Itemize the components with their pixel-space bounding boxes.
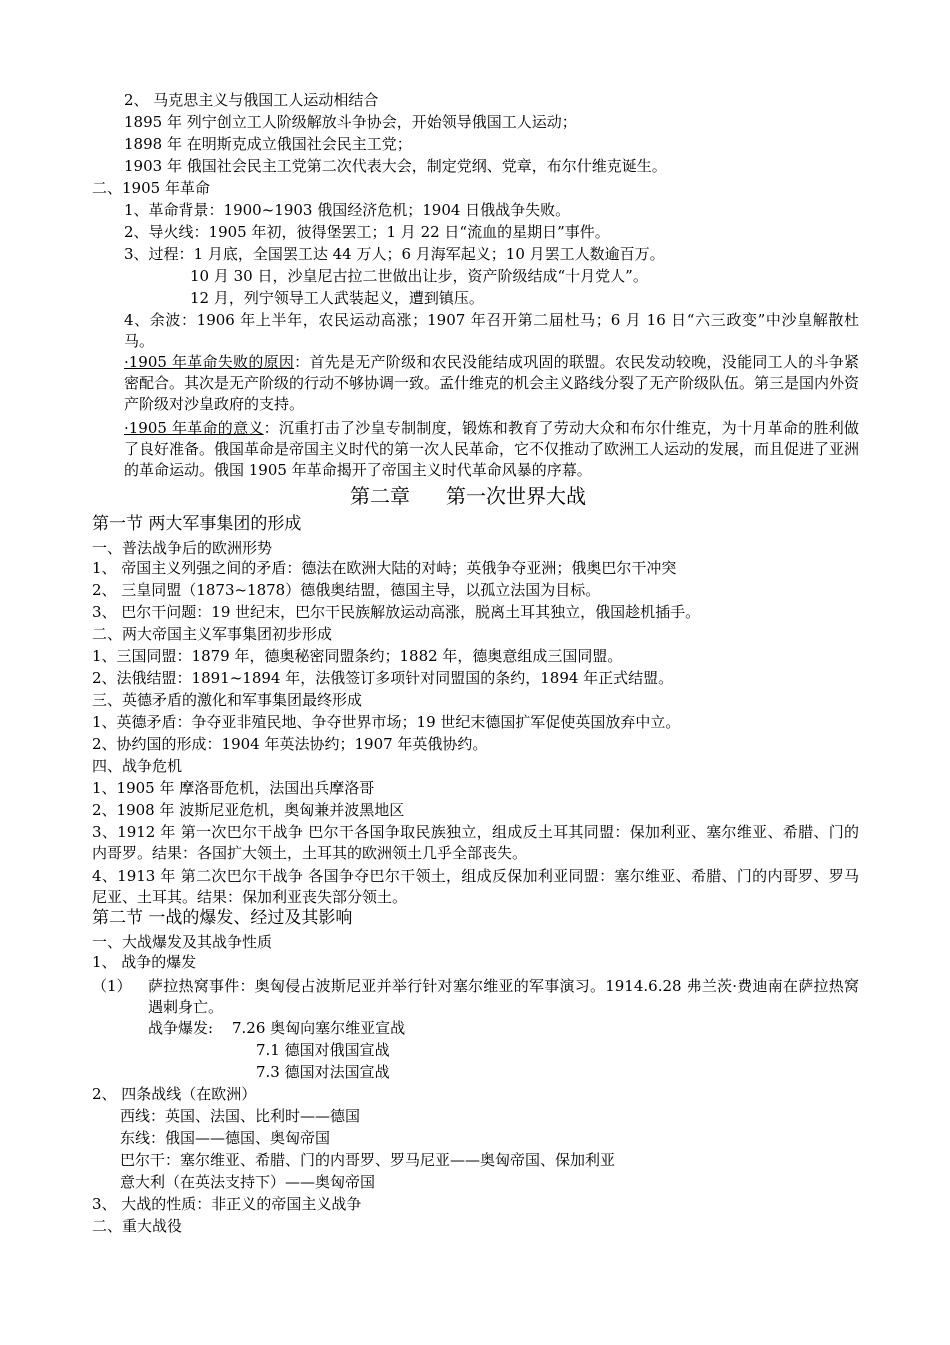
sec1-item-a2: 2、 三皇同盟（1873~1878）德俄奥结盟，德国主导，以孤立法国为目标。	[92, 581, 601, 599]
sec1-heading-2: 二、两大帝国主义军事集团初步形成	[92, 625, 333, 643]
significance-text: ：沉重打击了沙皇专制制度，锻炼和教育了劳动大众和布尔什维克，为十月革命的胜利做了良好准备。俄国革命是帝国主义时代的第一次人民革命，它不仅推动了欧洲工人运动的发展，而且促进了亚洲的革命运动。俄国 1905 年革命揭开了帝国主义时代革命风暴的序幕。	[124, 419, 860, 479]
front-italy: 意大利（在英法支持下）——奥匈帝国	[120, 1173, 376, 1191]
sec2-item-fronts: 2、 四条战线（在欧洲）	[92, 1085, 257, 1103]
revolution-process-oct: 10 月 30 日，沙皇尼古拉二世做出让步，资产阶级结成“十月党人”。	[190, 267, 648, 285]
sec2-item-outbreak: 1、 战争的爆发	[92, 953, 197, 971]
front-balkan: 巴尔干：塞尔维亚、希腊、门的内哥罗、罗马尼亚——奥匈帝国、保加利亚	[120, 1151, 616, 1169]
chapter-number: 第二章	[350, 484, 410, 508]
chapter-heading	[350, 482, 586, 510]
front-west: 西线：英国、法国、比利时——德国	[120, 1107, 361, 1125]
war-declaration-1: 7.26 奥匈向塞尔维亚宣战	[232, 1019, 406, 1037]
significance-paragraph	[124, 418, 859, 481]
section-2-title: 第二节 一战的爆发、经过及其影响	[92, 908, 353, 928]
sec1-item-a1: 1、 帝国主义列强之间的矛盾：德法在欧洲大陆的对峙；英俄争夺亚洲；俄奥巴尔干冲突	[92, 559, 677, 577]
sec1-item-a3: 3、 巴尔干问题：19 世纪末，巴尔干民族解放运动高涨，脱离土耳其独立，俄国趁机插手。	[92, 603, 701, 621]
sec1-item-d2: 2、1908 年 波斯尼亚危机，奥匈兼并波黑地区	[92, 801, 405, 819]
failure-reasons-text: ：首先是无产阶级和农民没能结成巩固的联盟。农民发动较晚，没能同工人的斗争紧密配合。其次是无产阶级的行动不够协调一致。孟什维克的机会主义路线分裂了无产阶级队伍。第三是国内外资产阶级对沙皇政府的支持。	[124, 353, 860, 413]
war-declaration-2: 7.1 德国对俄国宣战	[256, 1041, 390, 1059]
war-outbreak-label: 战争爆发:	[148, 1019, 214, 1037]
front-east: 东线：俄国——德国、奥匈帝国	[120, 1129, 331, 1147]
sec1-item-d1: 1、1905 年 摩洛哥危机，法国出兵摩洛哥	[92, 779, 375, 797]
sec1-heading-4: 四、战争危机	[92, 757, 183, 775]
event-1903: 1903 年 俄国社会民主工党第二次代表大会，制定党纲、党章，布尔什维克诞生。	[124, 157, 667, 175]
war-declaration-3: 7.3 德国对法国宣战	[256, 1063, 390, 1081]
section-1-title: 第一节 两大军事集团的形成	[92, 514, 302, 534]
significance-label: ·1905 年革命的意义	[124, 419, 264, 437]
revolution-process: 3、过程：1 月底，全国罢工达 44 万人；6 月海军起义；10 月罢工人数逾百万。	[124, 245, 665, 263]
event-1895: 1895 年 列宁创立工人阶级解放斗争协会，开始领导俄国工人运动；	[124, 113, 577, 131]
aftermath-text: 4、余波：1906 年上半年，农民运动高涨；1907 年召开第二届杜马；6 月 16 日“六三政变”中沙皇解散杜马。	[124, 311, 859, 350]
sec1-item-b1: 1、三国同盟：1879 年，德奥秘密同盟条约；1882 年，德奥意组成三国同盟。	[92, 647, 623, 665]
sec1-heading-3: 三、英德矛盾的激化和军事集团最终形成	[92, 691, 363, 709]
revolution-trigger: 2、导火线：1905 年初，彼得堡罢工；1 月 22 日“流血的星期日”事件。	[124, 223, 610, 241]
subheading-marxism: 2、 马克思主义与俄国工人运动相结合	[124, 91, 379, 109]
failure-reasons-paragraph	[124, 352, 859, 415]
sarajevo-incident: 萨拉热窝事件：奥匈侵占波斯尼亚并举行针对塞尔维亚的军事演习。1914.6.28 弗兰茨·费迪南在萨拉热窝遇刺身亡。	[148, 977, 859, 1016]
sec1-item-d3: 3、1912 年 第一次巴尔干战争 巴尔干各国争取民族独立，组成反土耳其同盟：保加利亚、塞尔维亚、希腊、门的内哥罗。结果：各国扩大领土，土耳其的欧洲领土几乎全部丧失。	[92, 823, 859, 862]
revolution-aftermath	[124, 310, 859, 352]
sec2-item-nature: 3、 大战的性质：非正义的帝国主义战争	[92, 1195, 362, 1213]
heading-1905-revolution: 二、1905 年革命	[92, 179, 210, 197]
sec1-item-c1: 1、英德矛盾：争夺亚非殖民地、争夺世界市场；19 世纪末德国扩军促使英国放弃中立。	[92, 713, 681, 731]
chapter-title: 第一次世界大战	[446, 484, 586, 508]
event-1898: 1898 年 在明斯克成立俄国社会民主工党；	[124, 135, 412, 153]
sec1-item-c2: 2、协约国的形成：1904 年英法协约；1907 年英俄协约。	[92, 735, 488, 753]
sec1-item-b2: 2、法俄结盟：1891~1894 年，法俄签订多项针对同盟国的条约，1894 年正式结盟。	[92, 669, 674, 687]
failure-reasons-label: ·1905 年革命失败的原因	[124, 353, 295, 371]
sec2-sub-number: （1）	[92, 977, 132, 995]
revolution-process-dec: 12 月，列宁领导工人武装起义，遭到镇压。	[190, 289, 484, 307]
sec2-heading-1: 一、大战爆发及其战争性质	[92, 933, 273, 951]
revolution-background: 1、革命背景：1900~1903 俄国经济危机；1904 日俄战争失败。	[124, 201, 571, 219]
sec2-heading-2: 二、重大战役	[92, 1217, 183, 1235]
sec1-heading-1: 一、普法战争后的欧洲形势	[92, 539, 273, 557]
sec1-item-d4: 4、1913 年 第二次巴尔干战争 各国争夺巴尔干领土，组成反保加利亚同盟：塞尔维亚、希腊、门的内哥罗、罗马尼亚、土耳其。结果：保加利亚丧失部分领土。	[92, 867, 859, 906]
